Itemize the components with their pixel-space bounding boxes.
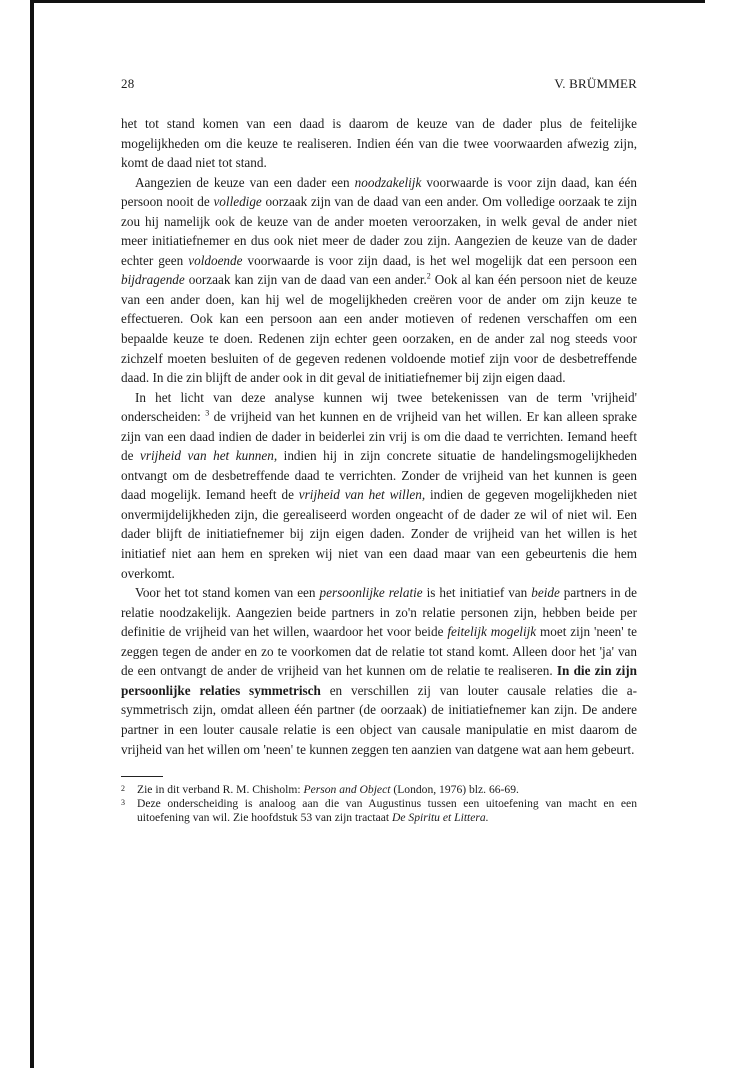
text-span: voorwaarde is voor zijn daad, kan één persoon nooit de — [121, 174, 637, 210]
text-span: moet zijn 'neen' te zeggen tegen de ander en zo te voorkomen dat de relatie tot stand komt. Alleen door het 'ja' van de een ontvangt de ander de vrijheid van het kunnen om de relatie te realiseren. — [121, 624, 638, 679]
text-span: is het initiatief van — [422, 585, 532, 601]
page-header — [121, 74, 637, 94]
italic-span: voldoende — [188, 252, 243, 268]
italic-span: bijdragende — [121, 272, 185, 288]
footnote — [121, 797, 637, 825]
footnote-text — [137, 783, 637, 797]
text-span: en verschillen zij van louter causale relaties die a-symmetrisch zijn, omdat alleen één partner (de oorzaak) de initiatiefnemer kan zijn. De andere partner in een louter causale relatie is een object van causale manipulatie en mist daarom de vrijheid van het willen om 'neen' te kunnen zeggen ten aanzien van datgene wat aan hem gebeurt. — [121, 682, 637, 757]
scan-border-top — [30, 0, 705, 3]
paragraph — [121, 173, 637, 388]
italic-span: vrijheid van het kunnen, — [139, 448, 278, 464]
text-span: oorzaak kan zijn van de daad van een ander. — [184, 272, 427, 288]
text-span: partners in de relatie noodzakelijk. Aangezien beide partners in zo'n relatie personen zijn, hebben beide per definitie de vrijheid van het willen, waardoor het voor beide — [121, 585, 637, 640]
footnotes — [121, 783, 637, 826]
footnote-number: 3 — [121, 798, 125, 808]
running-head: V. BRÜMMER — [554, 76, 637, 91]
text-span: Aangezien de keuze van een dader een — [135, 174, 355, 190]
text-span: oorzaak zijn van de daad van een ander. Om volledige oorzaak te zijn zou hij namelijk ook de keuze van de ander moeten veroorzaken, in welk geval de ander niet meer initiatiefnemer en dus ook niet meer de dader zou zijn. Aangezien de keuze van de dader echter geen — [121, 194, 638, 268]
page-number: 28 — [121, 76, 135, 91]
footnote-ref: 3 — [205, 408, 210, 418]
text-span: Ook al kan één persoon niet de keuze van een ander doen, kan hij wel de mogelijkheden creëren voor de ander om zijn keuze te effectueren. Ook kan een persoon aan een ander motieven of redenen verschaffen om een bepaalde keuze te doen. Redenen zijn echter geen oorzaken, en de ander zal nog steeds voor zichzelf moeten besluiten of de gegeven redenen voldoende motief zijn voor de desbetreffende daad. In die zin blijft de ander ook in dit geval de initiatiefnemer bij zijn eigen daad. — [121, 272, 637, 386]
italic-span: De Spiritu et Littera. — [392, 811, 489, 825]
italic-span: persoonlijke relatie — [319, 585, 423, 601]
italic-span: vrijheid van het willen, — [298, 487, 426, 503]
scan-border-left — [30, 0, 34, 1068]
footnote-rule — [121, 776, 163, 777]
italic-span: noodzakelijk — [354, 174, 422, 190]
body-text — [121, 114, 637, 759]
italic-span: feitelijk mogelijk — [447, 624, 537, 640]
text-span: (London, 1976) blz. 66-69. — [390, 783, 519, 797]
footnote-text — [137, 797, 637, 825]
italic-span: beide — [531, 585, 560, 601]
bold-span: In die zin zijn persoonlijke relaties symmetrisch — [121, 663, 638, 698]
footnote — [121, 783, 637, 797]
text-span: indien hij in zijn concrete situatie de handelingsmogelijkheden ontvangt om de desbetreffende daad te verrichten. Zonder de vrijheid van het kunnen is geen daad mogelijk. Iemand heeft de — [121, 448, 637, 503]
text-span: Deze onderscheiding is analoog aan die van Augustinus tussen een uitoefening van macht en een uitoefening van wil. Zie hoofdstuk 53 van zijn tractaat — [137, 797, 637, 825]
text-span: voorwaarde is voor zijn daad, is het wel mogelijk dat een persoon een — [242, 252, 637, 268]
paragraph — [121, 114, 637, 173]
italic-span: Person and Object — [303, 783, 391, 797]
paragraph — [121, 388, 637, 583]
text-span: Voor het tot stand komen van een — [135, 585, 320, 601]
book-page — [121, 74, 637, 826]
text-span: de vrijheid van het kunnen en de vrijheid van het willen. Er kan alleen sprake zijn van een daad indien de dader in beiderlei zin vrij is om die daad te verrichten. Iemand heeft de — [121, 409, 637, 464]
paragraph — [121, 583, 637, 759]
italic-span: volledige — [213, 194, 262, 210]
footnote-ref: 2 — [426, 271, 431, 281]
text-span: In het licht van deze analyse kunnen wij twee betekenissen van de term 'vrijheid' onderscheiden: — [121, 389, 637, 425]
footnote-number: 2 — [121, 784, 125, 794]
text-span: het tot stand komen van een daad is daarom de keuze van de dader plus de feitelijke mogelijkheden om die keuze te realiseren. Indien één van die twee voorwaarden afwezig zijn, komt de daad niet tot stand. — [121, 116, 637, 171]
text-span: indien de gegeven mogelijkheden niet onvermijdelijkheden zijn, die gerealiseerd worden ongeacht of de dader ze wil of niet wil. Een dader blijft de initiatiefnemer bij zijn eigen daden. Zonder de vrijheid van het willen is het initiatief niet aan hem en spreken wij niet van een daad maar van een gebeurtenis die hem overkomt. — [121, 487, 637, 581]
text-span: Zie in dit verband R. M. Chisholm: — [137, 783, 304, 797]
